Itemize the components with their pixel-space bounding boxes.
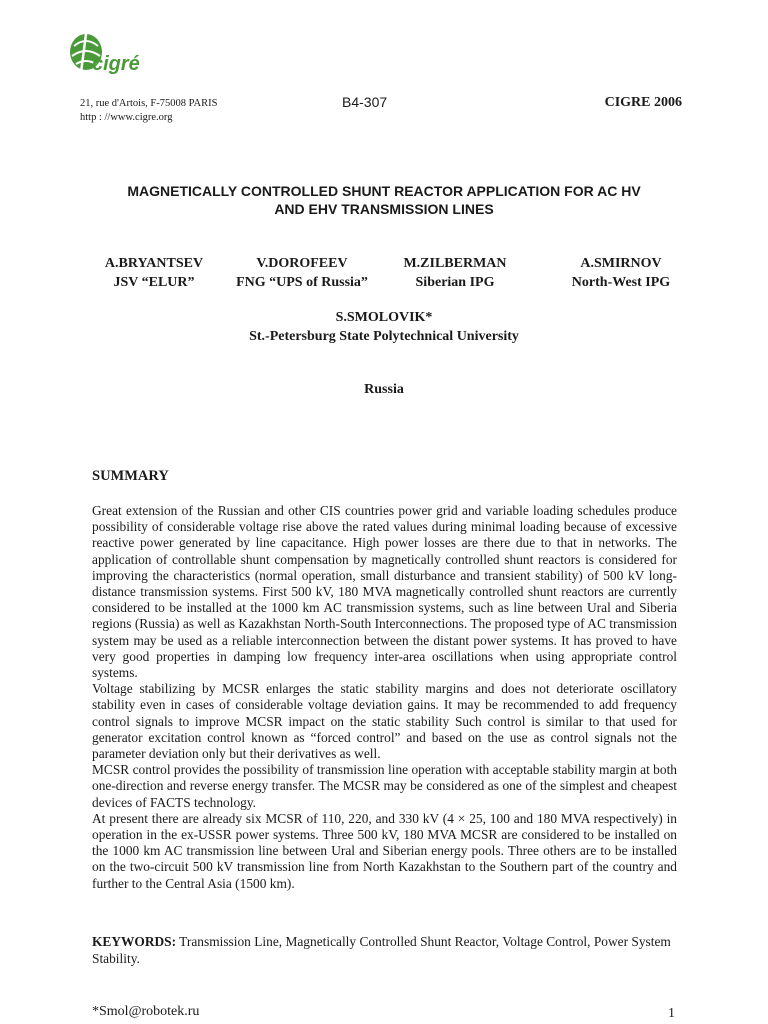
summary-heading: SUMMARY bbox=[92, 468, 169, 484]
author-name: M.ZILBERMAN bbox=[403, 256, 507, 271]
summary-paragraph: At present there are already six MCSR of 110, 220, and 330 kV (4 × 25, 100 and 180 MVA respectively) in operation in the ex-USSR power systems. Three 500 kV, 180 MVA MCSR are considered to be installed on the 1000 km AC transmission line between Ural and Siberian energy pools. Three others are to be installed on the two-circuit 500 kV transmission line from North Kazakhstan to the Southern part of the country and further to the Central Asia (1500 km). bbox=[92, 810, 677, 891]
paper-number: B4-307 bbox=[342, 94, 388, 110]
author-name: V.DOROFEEV bbox=[256, 256, 348, 271]
page-number: 1 bbox=[668, 1006, 675, 1021]
address-url[interactable]: http : //www.cigre.org bbox=[80, 112, 173, 123]
author-3 bbox=[390, 254, 520, 292]
author-name: S.SMOLOVIK* bbox=[335, 310, 433, 325]
author-affiliation: Siberian IPG bbox=[415, 275, 495, 290]
footer-email[interactable]: *Smol@robotek.ru bbox=[92, 1004, 200, 1019]
paper-title bbox=[80, 182, 688, 218]
summary-paragraph: MCSR control provides the possibility of transmission line operation with acceptable stability margin at both one-direction and reverse energy transfer. The MCSR may be considered as one of the simplest and cheapest devices of FACTS technology. bbox=[92, 762, 677, 810]
author-4 bbox=[556, 254, 686, 292]
address bbox=[80, 97, 217, 125]
title-line-1: MAGNETICALLY CONTROLLED SHUNT REACTOR APPLICATION FOR AC HV bbox=[127, 183, 641, 199]
summary-paragraph: Voltage stabilizing by MCSR enlarges the static stability margins and does not deteriorate oscillatory stability even in cases of considerable voltage deviation gains. It may be recommended to add frequency control signals to improve MCSR impact on the static stability Such control is similar to that used for generator excitation control known as “forced control” and based on the use as control signals not the parameter deviation only but their derivatives as well. bbox=[92, 681, 677, 762]
summary-paragraph: Great extension of the Russian and other CIS countries power grid and variable loading schedules produce possibility of considerable voltage rise above the rated values during minimal loading because of excessive reactive power generated by line capacitance. High power losses are there due to that in networks. The application of controllable shunt compensation by magnetically controlled shunt reactors is considered for improving the characteristics (normal operation, small disturbance and transient stability) of 500 kV long-distance transmission systems. First 500 kV, 180 MVA magnetically controlled shunt reactors are currently considered to be installed at the 1000 km AC transmission systems, such as line between Ural and Siberia regions (Russia) as well as Kazakhstan North-South Interconnections. The proposed type of AC transmission system may be used as a reliable interconnection between the distant power systems. It has proved to have very good properties in damping low frequency inter-area oscillations when using appropriate control systems. bbox=[92, 503, 677, 681]
title-line-2: AND EHV TRANSMISSION LINES bbox=[274, 201, 494, 217]
author-5 bbox=[0, 308, 768, 346]
author-name: A.SMIRNOV bbox=[580, 256, 662, 271]
cigre-logo bbox=[66, 32, 156, 94]
summary-body bbox=[92, 503, 677, 892]
author-1 bbox=[92, 254, 216, 292]
author-affiliation: JSV “ELUR” bbox=[113, 275, 195, 290]
keywords-label: KEYWORDS: bbox=[92, 934, 177, 949]
address-street: 21, rue d'Artois, F-75008 PARIS bbox=[80, 98, 218, 109]
author-affiliation: St.-Petersburg State Polytechnical University bbox=[249, 329, 519, 344]
author-name: A.BRYANTSEV bbox=[104, 256, 204, 271]
conference-label: CIGRE 2006 bbox=[604, 95, 682, 110]
logo-text: cigré bbox=[92, 53, 140, 75]
author-2 bbox=[222, 254, 382, 292]
keywords-text: Transmission Line, Magnetically Controlled Shunt Reactor, Voltage Control, Power System Stability. bbox=[92, 934, 671, 966]
author-affiliation: FNG “UPS of Russia” bbox=[236, 275, 368, 290]
keywords bbox=[92, 933, 677, 967]
country: Russia bbox=[364, 382, 404, 397]
author-affiliation: North-West IPG bbox=[571, 275, 671, 290]
